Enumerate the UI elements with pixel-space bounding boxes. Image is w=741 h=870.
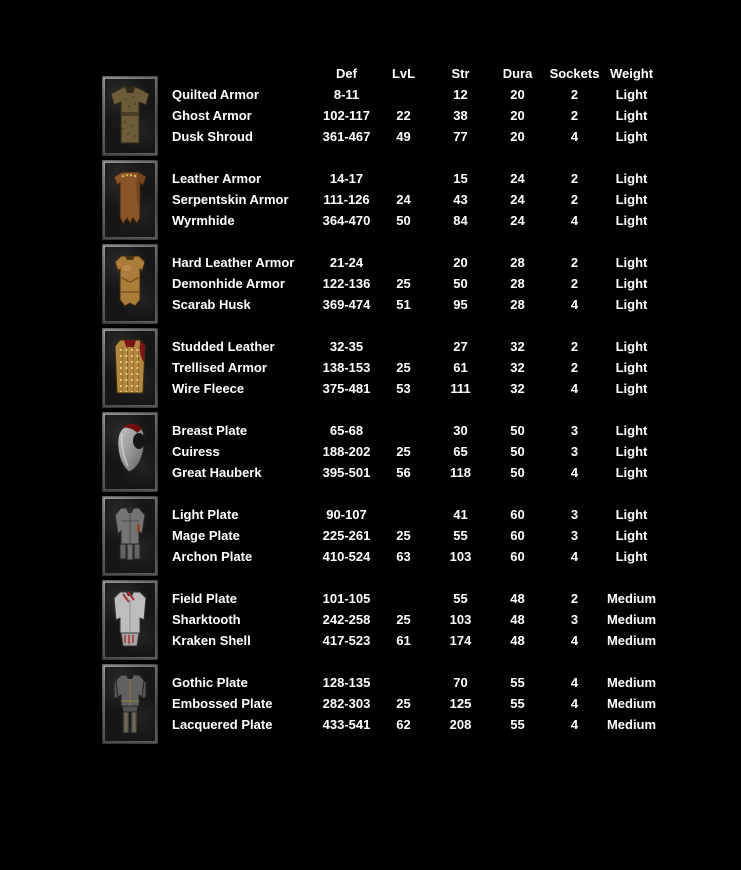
item-name-cell: Cuiress (172, 444, 220, 459)
dura-cell: 28 (510, 297, 525, 312)
sockets-cell: 4 (570, 129, 579, 144)
field-plate-icon (105, 583, 155, 657)
def-cell: 90-107 (326, 507, 367, 522)
def-cell: 101-105 (322, 591, 371, 606)
def-cell: 128-135 (322, 675, 371, 690)
item-name-cell: Breast Plate (172, 423, 248, 438)
armor-icon-frame (102, 328, 158, 408)
table-row (170, 189, 660, 210)
armor-icon-frame (102, 244, 158, 324)
dura-cell: 60 (510, 528, 525, 543)
table-row (170, 588, 660, 609)
def-cell: 8-11 (333, 87, 360, 102)
weight-cell: Light (615, 465, 648, 480)
dura-cell: 48 (510, 633, 525, 648)
sockets-cell: 2 (570, 276, 579, 291)
item-name-cell: Sharktooth (172, 612, 241, 627)
def-cell: 225-261 (322, 528, 371, 543)
def-cell: 111-126 (323, 192, 370, 207)
table-row (170, 273, 660, 294)
armor-icon-frame (102, 412, 158, 492)
sockets-cell: 2 (570, 192, 579, 207)
sockets-cell: 4 (570, 633, 579, 648)
table-row (170, 105, 660, 126)
str-cell: 65 (453, 444, 468, 459)
lvl-cell: 25 (396, 696, 411, 711)
str-cell: 30 (453, 423, 468, 438)
str-cell: 103 (449, 612, 472, 627)
dura-cell: 28 (510, 255, 525, 270)
str-cell: 20 (453, 255, 468, 270)
item-name-cell: Quilted Armor (172, 87, 259, 102)
table-row (170, 357, 660, 378)
dura-cell: 28 (510, 276, 525, 291)
sockets-cell: 2 (570, 87, 579, 102)
lvl-cell: 22 (396, 108, 411, 123)
weight-cell: Light (615, 381, 648, 396)
str-cell: 77 (453, 129, 468, 144)
sockets-cell: 4 (570, 696, 579, 711)
table-row (170, 525, 660, 546)
sockets-cell: 4 (570, 465, 579, 480)
str-cell: 95 (453, 297, 468, 312)
def-cell: 361-467 (322, 129, 371, 144)
armor-icon-frame (102, 496, 158, 576)
lvl-cell: 50 (396, 213, 411, 228)
item-name-cell: Lacquered Plate (172, 717, 273, 732)
str-cell: 125 (449, 696, 472, 711)
armor-group-field-plate (102, 588, 660, 672)
sockets-cell: 4 (570, 717, 579, 732)
table-row (170, 714, 660, 735)
lvl-cell: 63 (396, 549, 411, 564)
item-name-cell: Mage Plate (172, 528, 240, 543)
item-name-cell: Dusk Shroud (172, 129, 253, 144)
weight-cell: Light (615, 528, 648, 543)
dura-cell: 20 (510, 87, 525, 102)
lvl-cell: 51 (396, 297, 411, 312)
table-row (170, 252, 660, 273)
def-cell: 14-17 (329, 171, 364, 186)
sockets-cell: 2 (570, 255, 579, 270)
str-cell: 174 (449, 633, 472, 648)
lvl-cell: 62 (396, 717, 411, 732)
lvl-cell: 56 (396, 465, 411, 480)
def-cell: 65-68 (329, 423, 364, 438)
weight-cell: Medium (606, 633, 657, 648)
dura-cell: 24 (510, 171, 525, 186)
table-row (170, 126, 660, 147)
sockets-cell: 2 (570, 108, 579, 123)
column-header-def: Def (336, 66, 357, 81)
str-cell: 118 (450, 465, 471, 480)
def-cell: 188-202 (322, 444, 371, 459)
dura-cell: 60 (510, 507, 525, 522)
weight-cell: Light (615, 108, 648, 123)
def-cell: 410-524 (322, 549, 371, 564)
table-row (170, 462, 660, 483)
def-cell: 433-541 (322, 717, 371, 732)
weight-cell: Light (615, 87, 648, 102)
weight-cell: Medium (606, 612, 657, 627)
str-cell: 43 (453, 192, 468, 207)
gothic-plate-icon (105, 667, 155, 741)
def-cell: 375-481 (322, 381, 371, 396)
def-cell: 32-35 (329, 339, 364, 354)
str-cell: 50 (453, 276, 468, 291)
armor-group-hard-leather (102, 252, 660, 336)
lvl-cell: 25 (396, 528, 411, 543)
armor-icon-frame (102, 664, 158, 744)
item-name-cell: Wire Fleece (172, 381, 245, 396)
hard-leather-armor-icon (105, 247, 155, 321)
sockets-cell: 2 (570, 339, 579, 354)
armor-icon-frame (102, 76, 158, 156)
def-cell: 138-153 (322, 360, 371, 375)
table-row (170, 546, 660, 567)
dura-cell: 32 (510, 381, 525, 396)
str-cell: 84 (453, 213, 468, 228)
weight-cell: Light (615, 507, 648, 522)
armor-group-gothic-plate (102, 672, 660, 756)
dura-cell: 50 (510, 465, 525, 480)
weight-cell: Medium (606, 591, 657, 606)
studded-leather-icon (105, 331, 155, 405)
table-row (170, 336, 660, 357)
str-cell: 55 (453, 528, 468, 543)
column-header-weight: Weight (609, 66, 654, 81)
lvl-cell: 25 (396, 444, 411, 459)
str-cell: 70 (453, 675, 468, 690)
str-cell: 41 (453, 507, 468, 522)
table-row (170, 420, 660, 441)
table-row (170, 168, 660, 189)
dura-cell: 20 (510, 108, 525, 123)
table-row (170, 609, 660, 630)
str-cell: 38 (453, 108, 468, 123)
weight-cell: Light (615, 171, 648, 186)
sockets-cell: 3 (570, 507, 579, 522)
str-cell: 111 (450, 381, 471, 396)
dura-cell: 55 (510, 717, 525, 732)
str-cell: 15 (453, 171, 468, 186)
def-cell: 417-523 (322, 633, 371, 648)
item-name-cell: Demonhide Armor (172, 276, 285, 291)
armor-stats-table (102, 63, 660, 756)
item-name-cell: Serpentskin Armor (172, 192, 289, 207)
armor-group-leather (102, 168, 660, 252)
sockets-cell: 4 (570, 213, 579, 228)
leather-armor-icon (105, 163, 155, 237)
weight-cell: Light (615, 549, 648, 564)
item-name-cell: Wyrmhide (172, 213, 235, 228)
table-row (170, 441, 660, 462)
lvl-cell: 24 (396, 192, 411, 207)
lvl-cell: 25 (396, 612, 411, 627)
str-cell: 12 (453, 87, 468, 102)
item-name-cell: Embossed Plate (172, 696, 273, 711)
lvl-cell: 53 (396, 381, 411, 396)
dura-cell: 24 (510, 192, 525, 207)
dura-cell: 50 (510, 444, 525, 459)
weight-cell: Light (615, 297, 648, 312)
sockets-cell: 4 (570, 549, 579, 564)
dura-cell: 55 (510, 675, 525, 690)
lvl-cell: 61 (396, 633, 411, 648)
sockets-cell: 3 (570, 423, 579, 438)
item-name-cell: Light Plate (172, 507, 239, 522)
str-cell: 208 (449, 717, 472, 732)
def-cell: 122-136 (322, 276, 371, 291)
weight-cell: Light (615, 129, 648, 144)
sockets-cell: 4 (570, 381, 579, 396)
weight-cell: Medium (606, 717, 657, 732)
item-name-cell: Archon Plate (172, 549, 253, 564)
sockets-cell: 3 (570, 528, 579, 543)
def-cell: 395-501 (322, 465, 371, 480)
armor-group-breast-plate (102, 420, 660, 504)
str-cell: 61 (453, 360, 468, 375)
lvl-cell: 25 (396, 360, 411, 375)
armor-group-light-plate (102, 504, 660, 588)
sockets-cell: 2 (570, 360, 579, 375)
item-name-cell: Ghost Armor (172, 108, 252, 123)
item-name-cell: Gothic Plate (172, 675, 248, 690)
weight-cell: Light (615, 213, 648, 228)
def-cell: 369-474 (322, 297, 371, 312)
column-header-sockets: Sockets (549, 66, 600, 81)
dura-cell: 20 (510, 129, 525, 144)
dura-cell: 24 (510, 213, 525, 228)
item-name-cell: Scarab Husk (172, 297, 251, 312)
dura-cell: 32 (510, 360, 525, 375)
table-row (170, 693, 660, 714)
sockets-cell: 2 (570, 171, 579, 186)
def-cell: 21-24 (329, 255, 364, 270)
weight-cell: Medium (606, 696, 657, 711)
armor-icon-frame (102, 580, 158, 660)
dura-cell: 48 (510, 612, 525, 627)
item-name-cell: Kraken Shell (172, 633, 251, 648)
armor-group-studded-leather (102, 336, 660, 420)
table-row (170, 504, 660, 525)
def-cell: 242-258 (322, 612, 371, 627)
item-name-cell: Trellised Armor (172, 360, 267, 375)
weight-cell: Light (615, 276, 648, 291)
table-row (170, 294, 660, 315)
dura-cell: 60 (510, 549, 525, 564)
column-header-str: Str (451, 66, 470, 81)
sockets-cell: 2 (570, 591, 579, 606)
light-plate-icon (105, 499, 155, 573)
armor-icon-frame (102, 160, 158, 240)
dura-cell: 32 (510, 339, 525, 354)
item-name-cell: Field Plate (172, 591, 238, 606)
str-cell: 27 (453, 339, 468, 354)
sockets-cell: 3 (570, 612, 579, 627)
column-header-lvl: LvL (391, 66, 416, 81)
dura-cell: 48 (510, 591, 525, 606)
item-name-cell: Hard Leather Armor (172, 255, 295, 270)
sockets-cell: 3 (570, 444, 579, 459)
armor-group-quilted (102, 84, 660, 168)
weight-cell: Light (615, 360, 648, 375)
item-name-cell: Great Hauberk (172, 465, 262, 480)
table-row (170, 378, 660, 399)
table-header (170, 63, 660, 84)
table-row (170, 210, 660, 231)
lvl-cell: 25 (396, 276, 411, 291)
quilted-armor-icon (105, 79, 155, 153)
str-cell: 103 (449, 549, 472, 564)
def-cell: 364-470 (322, 213, 371, 228)
item-name-cell: Studded Leather (172, 339, 275, 354)
table-row (170, 630, 660, 651)
table-row (170, 672, 660, 693)
column-header-dura: Dura (502, 66, 533, 81)
breast-plate-icon (105, 415, 155, 489)
sockets-cell: 4 (570, 297, 579, 312)
weight-cell: Light (615, 255, 648, 270)
table-row (170, 84, 660, 105)
dura-cell: 55 (510, 696, 525, 711)
weight-cell: Light (615, 339, 648, 354)
def-cell: 282-303 (322, 696, 371, 711)
weight-cell: Light (615, 444, 648, 459)
weight-cell: Medium (606, 675, 657, 690)
lvl-cell: 49 (396, 129, 411, 144)
dura-cell: 50 (510, 423, 525, 438)
sockets-cell: 4 (570, 675, 579, 690)
weight-cell: Light (615, 423, 648, 438)
def-cell: 102-117 (323, 108, 370, 123)
item-name-cell: Leather Armor (172, 171, 262, 186)
str-cell: 55 (453, 591, 468, 606)
weight-cell: Light (615, 192, 648, 207)
